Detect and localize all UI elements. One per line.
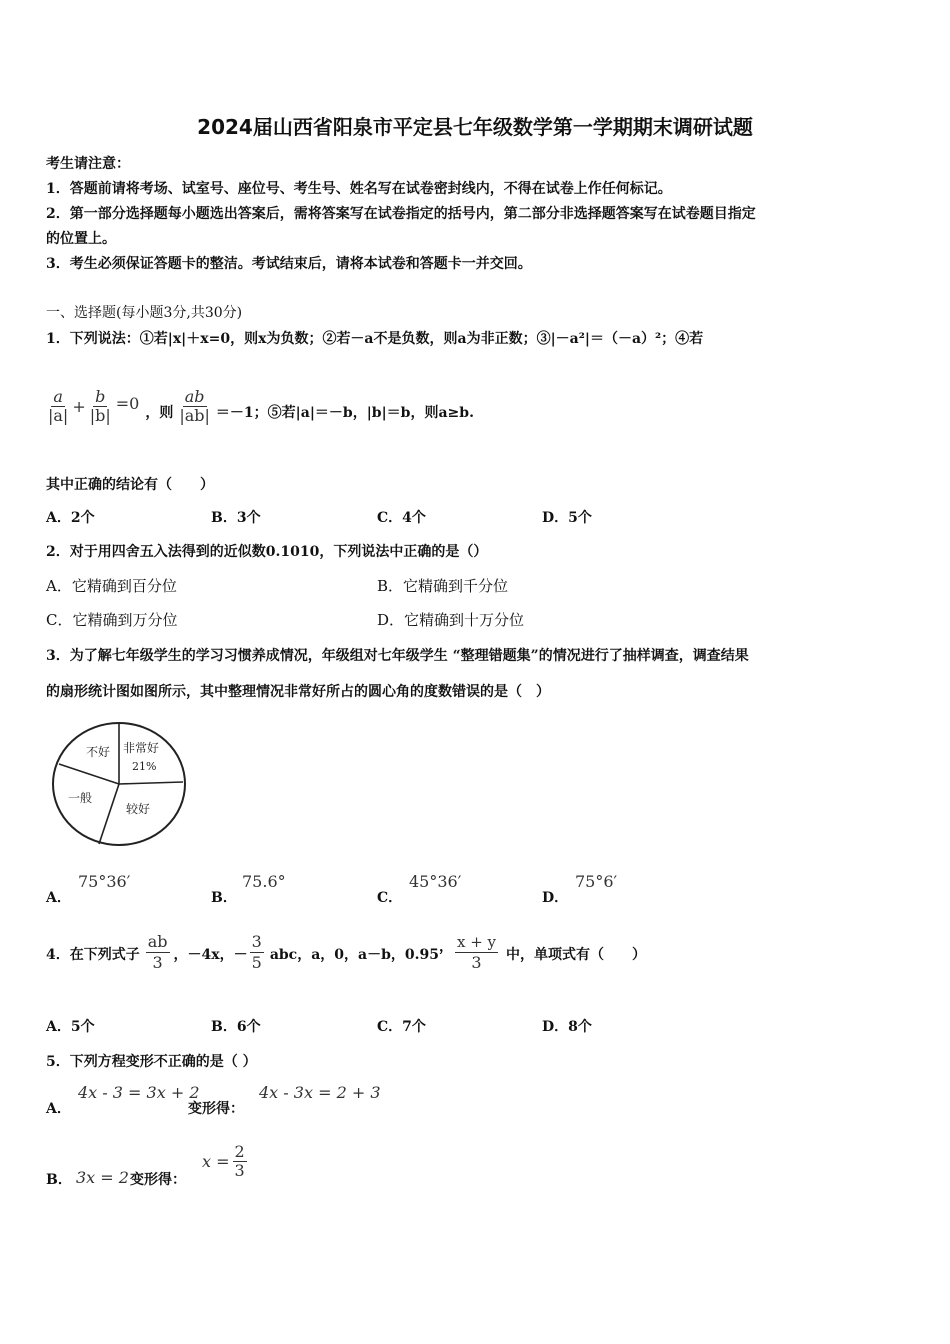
q5-option-b-equation: 3x = 2 (76, 1168, 129, 1187)
q3-option-c-letter: C． (377, 890, 403, 906)
q4-fraction-ab: $\frac{ab}{3}$ (147, 932, 168, 972)
q3-option-a-value: 75°36′ (78, 872, 131, 891)
q1-option-c: C．4个 (377, 510, 426, 526)
q5-stem: 5．下列方程变形不正确的是（ ） (46, 1054, 257, 1070)
notice-item-3: 3．考生必须保证答题卡的整洁。考试结束后，请将本试卷和答题卡一并交回。 (46, 256, 532, 272)
q1-option-d: D．5个 (542, 510, 592, 526)
q4-stem: 4．在下列式子 $\frac{ab}{3}$ ，－4x，－ $\frac{3}{5}$ abc，a，0，a－b，0.95 ， $\frac{x + y}{3}$ 中，单项式有（ ） (46, 932, 647, 972)
q5-option-b-word: 变形得： (130, 1172, 186, 1188)
pie-label-bad: 不好 (86, 745, 111, 759)
q3-option-c-value: 45°36′ (409, 872, 462, 891)
q2-option-b: B．它精确到千分位 (377, 577, 509, 595)
pie-label-good: 较好 (126, 802, 151, 816)
q1-formula-line: $\frac{a}{|a|}$ + $\frac{b}{|b|}$ =0 ，则 $\frac{ab}{|ab|}$ ＝－1；⑤若|a|＝－b，|b|＝b，则a≥b. (48, 387, 474, 425)
q4-fraction-x-plus-y: $\frac{x + y}{3}$ (456, 933, 497, 972)
q1-fraction-a: $\frac{a}{|a|}$ (48, 387, 69, 425)
q3-option-b-letter: B． (211, 890, 237, 906)
q5-option-b-result: x = $\frac{2}{3}$ (202, 1142, 245, 1180)
pie-chart (46, 718, 192, 854)
q4-option-b: B．6个 (211, 1019, 261, 1035)
pie-label-very-good: 非常好 (123, 741, 160, 755)
q2-stem: 2．对于用四舍五入法得到的近似数0.1010，下列说法中正确的是（） (46, 544, 488, 560)
q5-fraction-two-thirds: $\frac{2}{3}$ (234, 1142, 245, 1180)
notice-item-2-cont: 的位置上。 (46, 231, 116, 247)
q3-option-a-letter: A． (46, 890, 71, 906)
q2-option-a: A．它精确到百分位 (46, 577, 177, 595)
q5-option-a-letter: A． (46, 1101, 71, 1117)
q3-option-d-value: 75°6′ (575, 872, 618, 891)
q4-fraction-three-fifths: $\frac{3}{5}$ (251, 932, 262, 972)
q4-option-c: C．7个 (377, 1019, 426, 1035)
pie-label-average: 一般 (68, 791, 93, 805)
q5-option-a-equation: 4x - 3 = 3x + 2 (78, 1083, 200, 1102)
q5-option-a-result: 4x - 3x = 2 + 3 (259, 1083, 381, 1102)
pie-label-percent: 21% (132, 760, 157, 773)
notice-item-1: 1．答题前请将考场、试室号、座位号、考生号、姓名写在试卷密封线内，不得在试卷上作任何标记。 (46, 181, 672, 197)
q1-stem: 1．下列说法：①若|x|＋x=0，则x为负数；②若－a不是负数，则a为非正数；③|－a²|＝（－a）²；④若 (46, 331, 704, 347)
q3-stem-2: 的扇形统计图如图所示，其中整理情况非常好所占的圆心角的度数错误的是（ ） (46, 684, 550, 700)
q1-option-a: A．2个 (46, 510, 95, 526)
q5-option-b-letter: B． (46, 1172, 72, 1188)
notice-item-2: 2．第一部分选择题每小题选出答案后，需将答案写在试卷指定的括号内，第二部分非选择题答案写在试卷题目指定 (46, 206, 756, 222)
page-title: 2024届山西省阳泉市平定县七年级数学第一学期期末调研试题 (197, 115, 753, 139)
q4-option-d: D．8个 (542, 1019, 592, 1035)
q1-fraction-ab: $\frac{ab}{|ab|}$ (179, 387, 210, 425)
q4-option-a: A．5个 (46, 1019, 95, 1035)
q1-option-b: B．3个 (211, 510, 261, 526)
q3-option-b-value: 75.6° (242, 872, 286, 891)
q2-option-c: C．它精确到万分位 (46, 611, 178, 629)
q3-stem-1: 3．为了解七年级学生的学习习惯养成情况，年级组对七年级学生 “整理错题集”的情况进行了抽样调查，调查结果 (46, 648, 749, 664)
q1-question: 其中正确的结论有（ ） (46, 477, 214, 493)
q5-option-a-word: 变形得： (188, 1101, 244, 1117)
q2-option-d: D．它精确到十万分位 (377, 611, 525, 629)
q3-option-d-letter: D． (542, 890, 569, 906)
q1-fraction-b: $\frac{b}{|b|}$ (89, 387, 111, 425)
section-heading: 一、选择题(每小题3分,共30分) (46, 305, 243, 321)
notice-heading: 考生请注意： (46, 156, 130, 172)
